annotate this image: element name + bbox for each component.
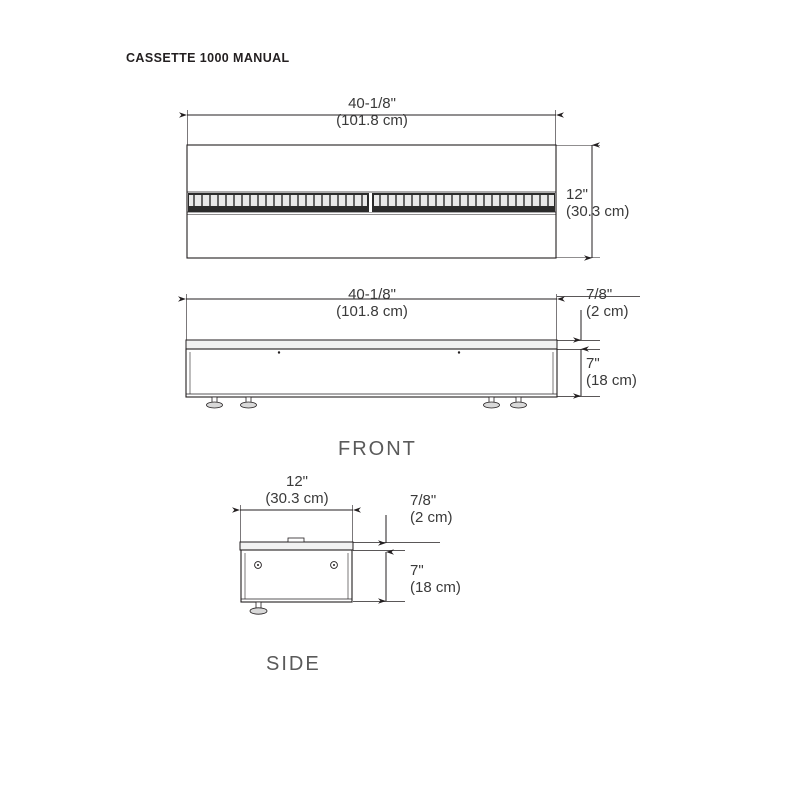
front-height-label: 7" (18 cm) — [586, 355, 637, 389]
front-lip-label: 7/8" (2 cm) — [586, 286, 629, 320]
side-view-feet — [250, 602, 306, 614]
side-width-label: 12" (30.3 cm) — [265, 473, 329, 507]
front-view-feet — [207, 397, 527, 408]
side-height-label: 7" (18 cm) — [410, 562, 461, 596]
top-height-label: 12" (30.3 cm) — [566, 186, 630, 220]
side-lip-label: 7/8" (2 cm) — [410, 492, 453, 526]
page-title: CASSETTE 1000 MANUAL — [126, 51, 290, 65]
side-view-width-dimension — [240, 505, 353, 542]
side-view-outline — [240, 538, 353, 602]
side-view-label: SIDE — [266, 653, 321, 675]
side-view-height-dimension — [353, 552, 405, 602]
front-view-outline — [186, 340, 557, 397]
top-width-label: 40-1/8" (101.8 cm) — [336, 95, 408, 129]
front-view-label: FRONT — [338, 438, 417, 460]
front-width-label: 40-1/8" (101.8 cm) — [336, 286, 408, 320]
